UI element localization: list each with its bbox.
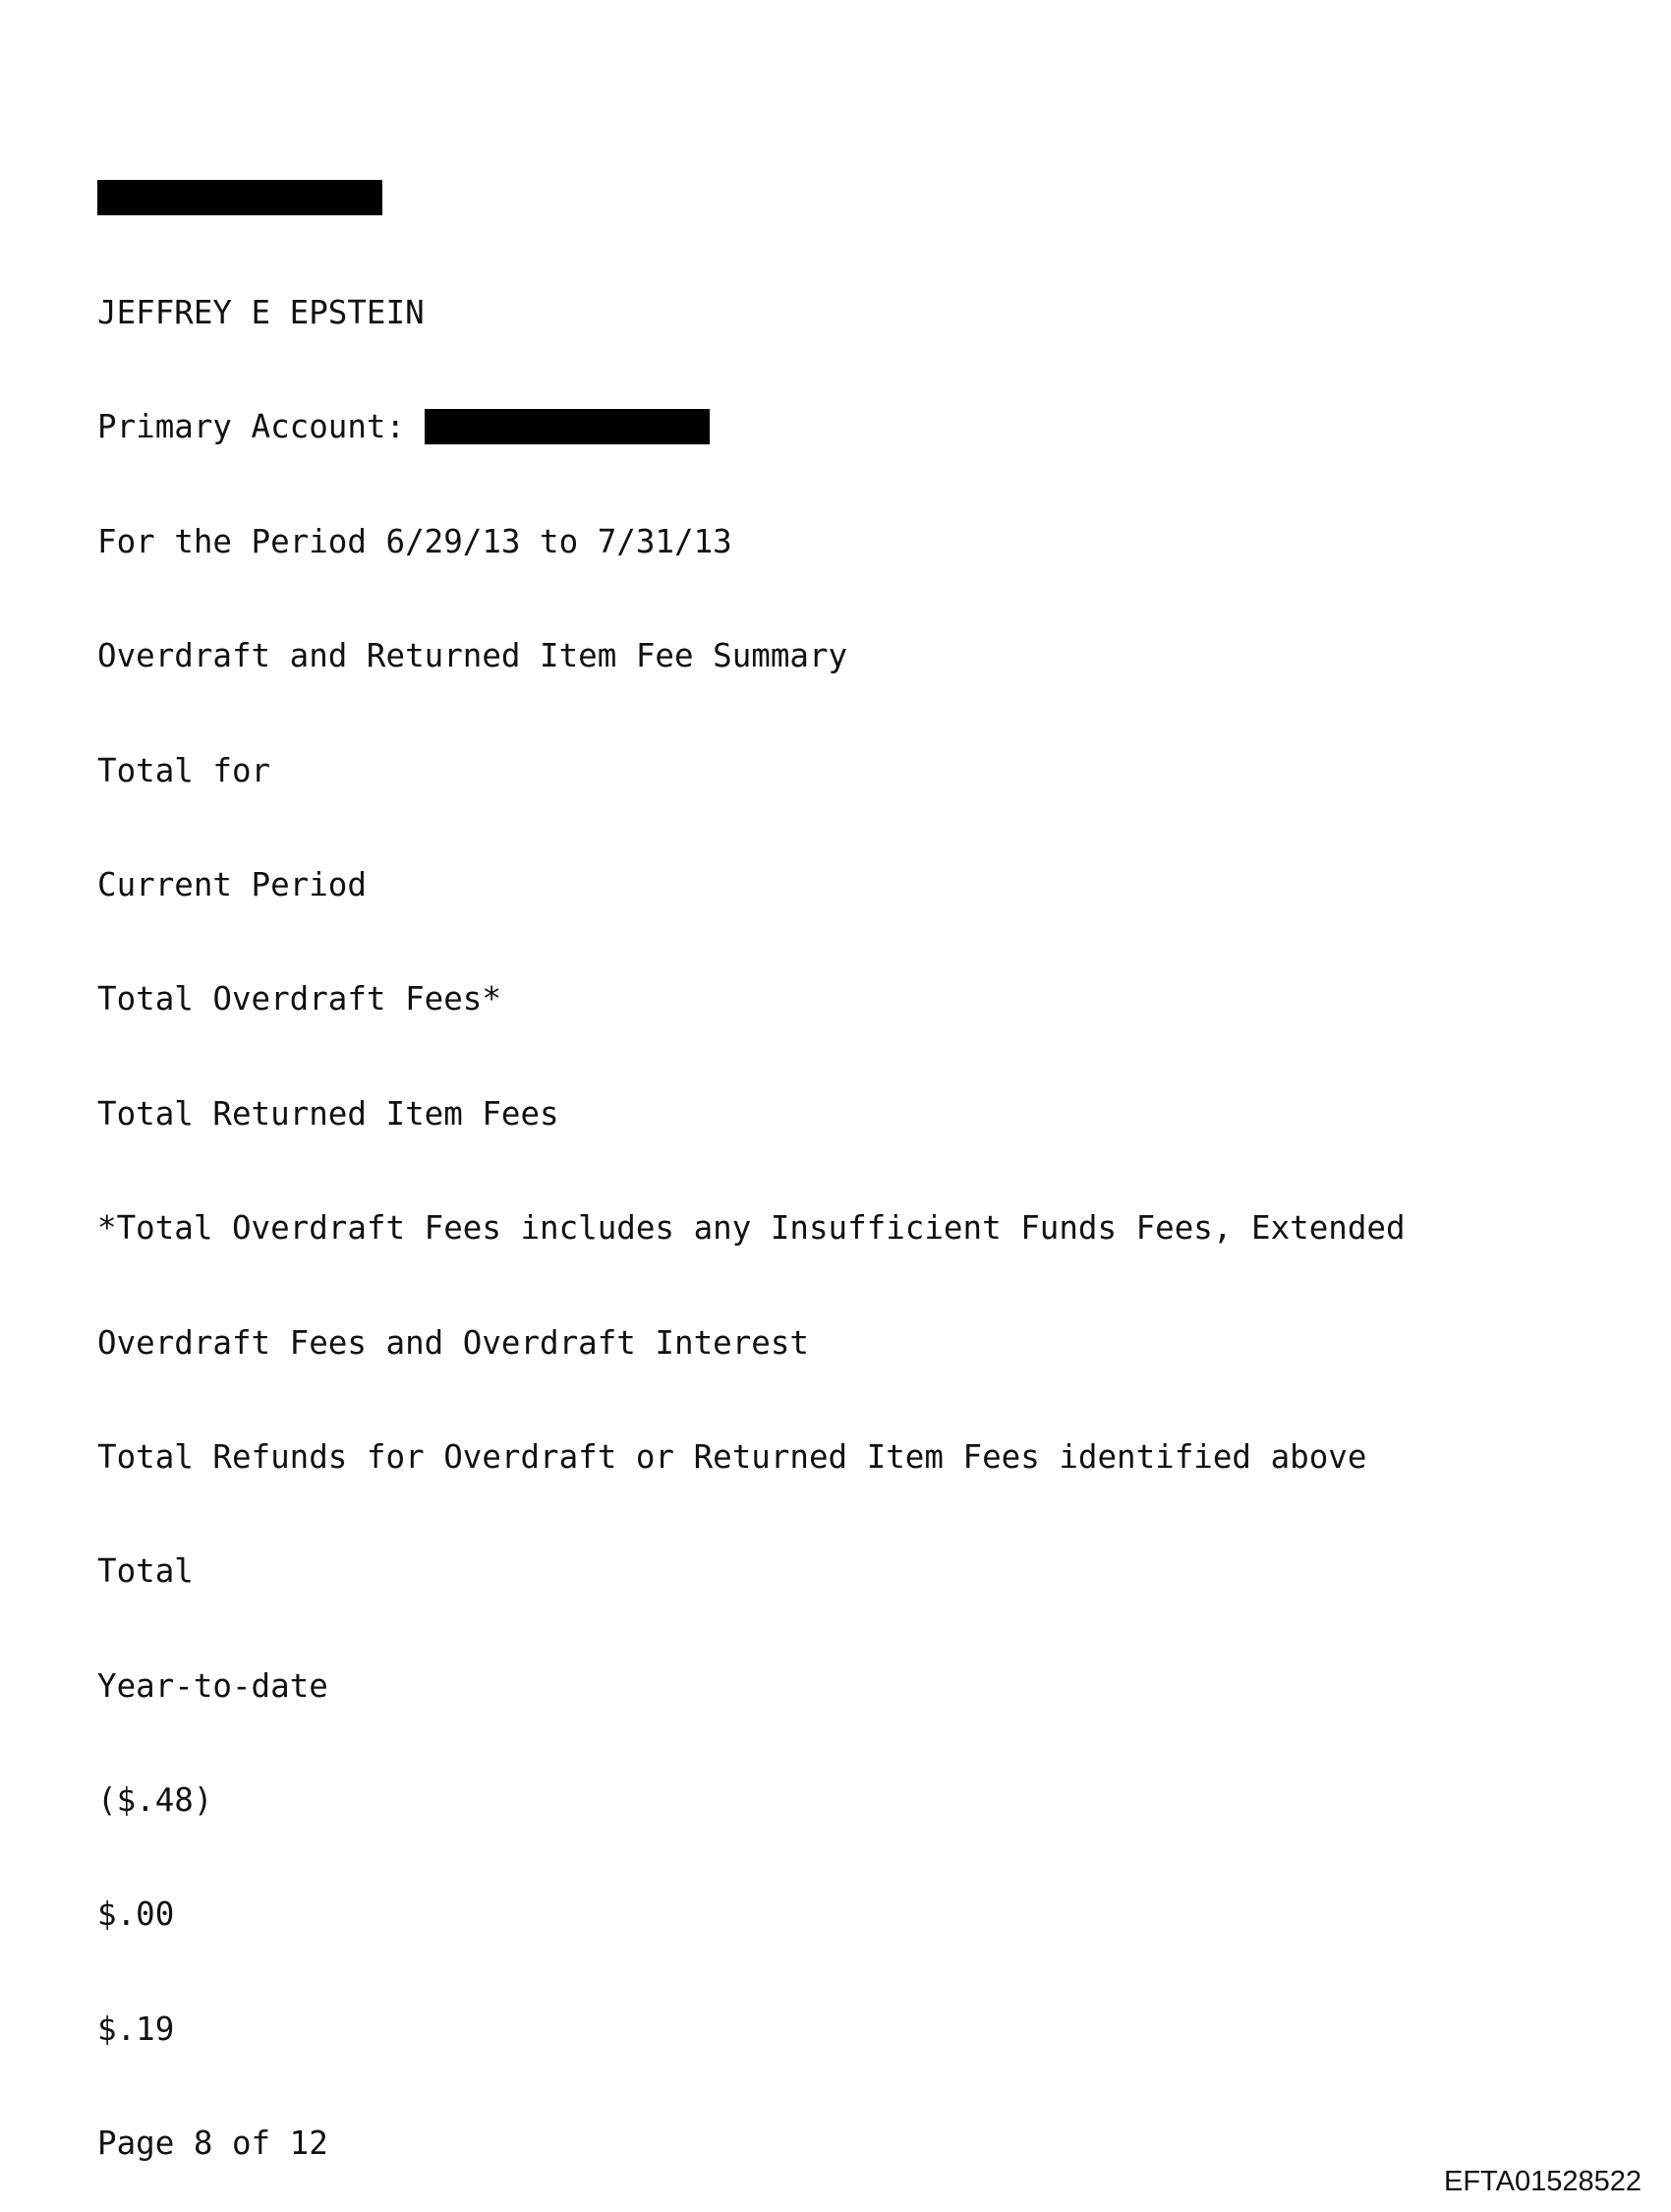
amount-value: ($.48) — [97, 1781, 213, 1820]
section-title: Overdraft and Returned Item Fee Summary — [97, 637, 848, 675]
redacted-header-line — [97, 180, 1406, 218]
amount-value: $.19 — [97, 2009, 175, 2048]
row-label-returned: Total Returned Item Fees — [97, 1094, 559, 1133]
statement-period: For the Period 6/29/13 to 7/31/13 — [97, 522, 732, 560]
column-header-ytd-1: Total — [97, 1552, 194, 1591]
primary-account-line — [97, 408, 1406, 446]
footnote-line-1: *Total Overdraft Fees includes any Insufficient Funds Fees, Extended — [97, 1209, 1406, 1248]
column-header-current-1: Total for — [97, 751, 271, 789]
primary-account-label: Primary Account: — [97, 408, 425, 446]
redaction-bar — [97, 180, 382, 215]
column-header-current-2: Current Period — [97, 865, 367, 903]
amount-value: $.00 — [97, 1895, 175, 1934]
column-header-ytd-2: Year-to-date — [97, 1666, 328, 1705]
row-label-overdraft: Total Overdraft Fees* — [97, 980, 501, 1019]
page-number: Page 8 of 12 — [97, 2125, 328, 2163]
account-holder: JEFFREY E EPSTEIN — [97, 293, 425, 331]
document-id: EFTA01528522 — [1444, 2166, 1642, 2197]
statement-text — [97, 103, 1406, 2201]
redaction-bar — [425, 409, 710, 444]
footnote-line-2: Overdraft Fees and Overdraft Interest — [97, 1323, 809, 1362]
refunds-label: Total Refunds for Overdraft or Returned Item Fees identified above — [97, 1437, 1367, 1476]
